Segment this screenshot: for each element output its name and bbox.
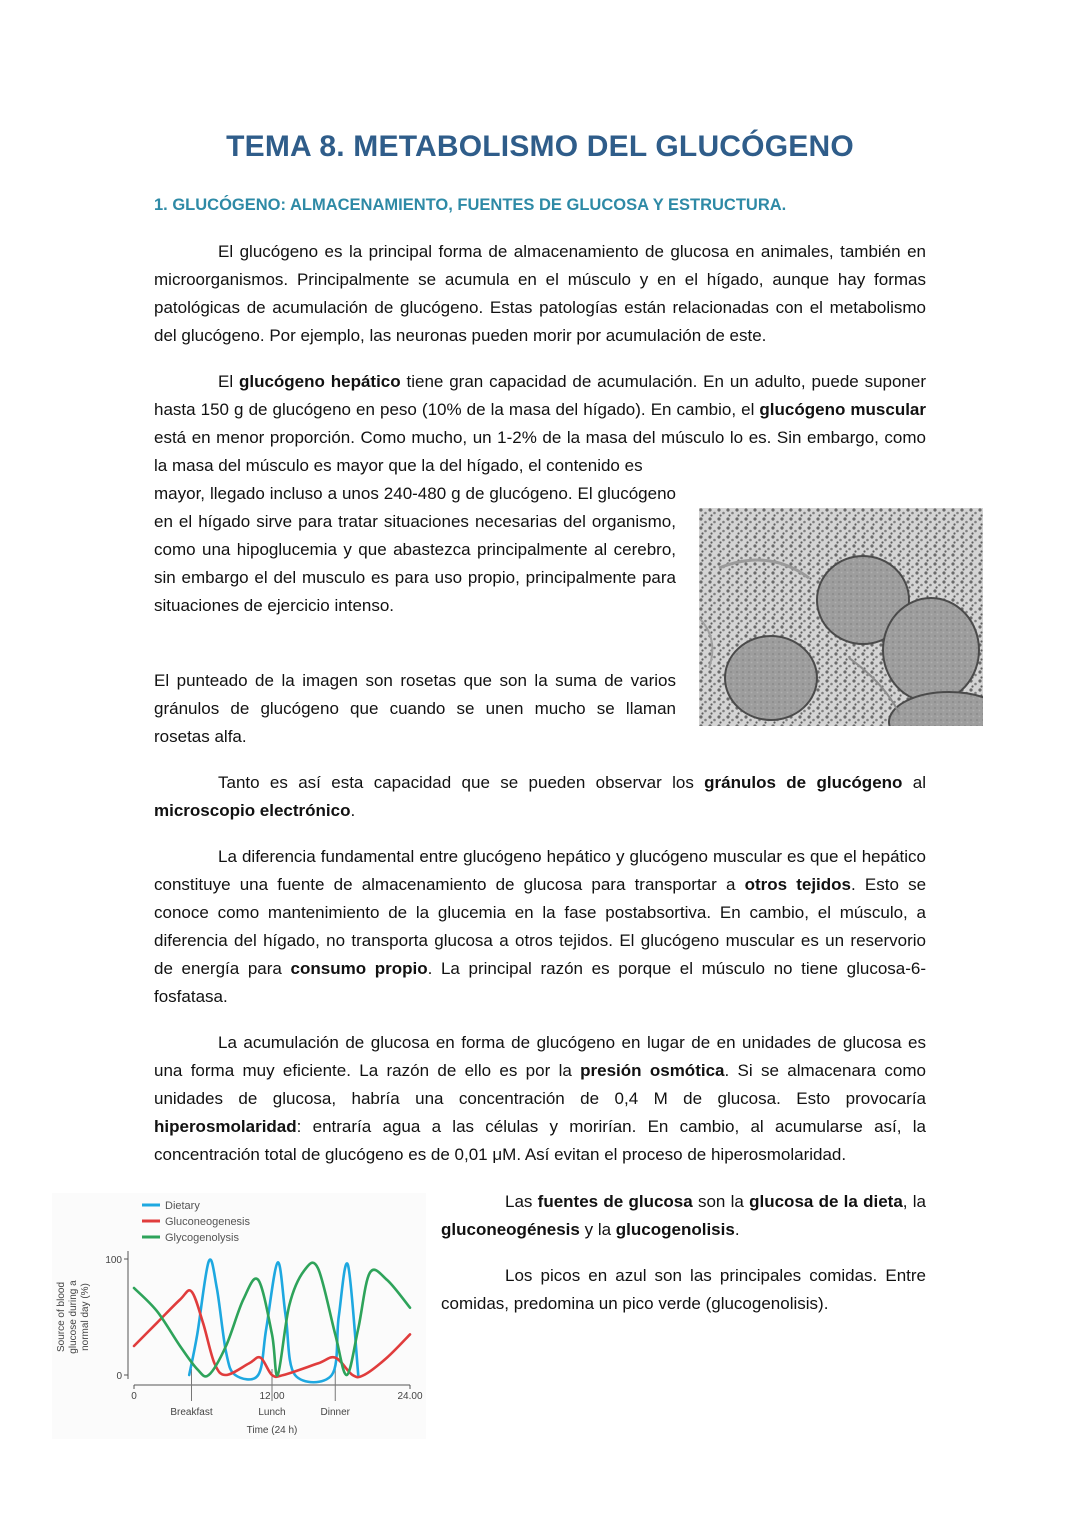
- series-line-glycogenolysis: [134, 1263, 410, 1377]
- y-axis-label: glucose during a: [68, 1280, 79, 1354]
- x-tick-label: 12.00: [259, 1391, 285, 1402]
- page-title: TEMA 8. METABOLISMO DEL GLUCÓGENO: [226, 130, 854, 163]
- paragraph-5: La diferencia fundamental entre glucógeno hepático y glucógeno muscular es que el hepático constituye una fuente de almacenamiento de glucosa para transportar a otros tejidos. Esto se conoce como mantenimiento de la glucemia en la fase postabsortiva. En cambio, el músculo, a diferencia del hígado, no transporta glucosa a otros tejidos. El glucógeno muscular es un reservorio de energía para consumo propio. La principal razón es porque el músculo no tiene glucosa-6-fosfatasa.: [154, 847, 927, 1006]
- legend-label-glycogenolysis: Glycogenolysis: [165, 1232, 239, 1244]
- x-axis-label: Time (24 h): [246, 1425, 298, 1436]
- y-axis-label: Source of blood: [56, 1281, 67, 1353]
- y-axis-label: normal day (%): [80, 1283, 91, 1351]
- x-tick-label: 24.00: [397, 1391, 423, 1402]
- blood-glucose-sources-chart: [52, 1193, 426, 1439]
- paragraph-1: El glucógeno es la principal forma de almacenamiento de glucosa en animales, también en microorganismos. Principalmente se acumula en el músculo y en el hígado, aunque hay formas patológicas de acumulación de glucógeno. Estas patologías están relacionadas con el metabolismo del glucógeno. Por ejemplo, las neuronas pueden morir por acumulación de este.: [154, 242, 926, 345]
- x-tick-label: 0: [131, 1391, 137, 1402]
- paragraph-6: La acumulación de glucosa en forma de glucógeno en lugar de en unidades de glucosa es una forma muy eficiente. La razón de ello es por la presión osmótica. Si se almacenara como unidades de glucosa, habría una concentración de 0,4 M de glucosa. Esto provocaría hiperosmolaridad: entraría agua a las células y morirían. En cambio, al acumularse así, la concentración total de glucógeno es de 0,01 μM. Así evitan el proceso de hiperosmolaridad.: [154, 1033, 926, 1164]
- paragraph-7: Las fuentes de glucosa son la glucosa de la dieta, la gluconeogénesis y la glucogenolisis.: [441, 1192, 927, 1239]
- paragraph-3: El punteado de la imagen son rosetas que son la suma de varios gránulos de glucógeno que cuando se unen mucho se llaman rosetas alfa.: [154, 671, 676, 746]
- meal-marker-label: Lunch: [258, 1407, 286, 1418]
- paragraph-4: Tanto es así esta capacidad que se pueden observar los gránulos de glucógeno al microscopio electrónico.: [154, 773, 926, 820]
- paragraph-2: El glucógeno hepático tiene gran capacidad de acumulación. En un adulto, puede suponer hasta 150 g de glucógeno en peso (10% de la masa del hígado). En cambio, el glucógeno muscular está en menor proporción. Como mucho, un 1-2% de la masa del músculo lo es. Sin embargo, como la masa del músculo es mayor que la del hígado, el contenido es: [154, 372, 927, 475]
- meal-marker-label: Dinner: [320, 1407, 350, 1418]
- meal-marker-label: Breakfast: [170, 1407, 213, 1418]
- paragraph-2-continued: mayor, llegado incluso a unos 240-480 g de glucógeno. El glucógeno en el hígado sirve para tratar situaciones necesarias del organismo, como una hipoglucemia y que abastezca principalmente al cerebro, sin embargo el del musculo es para uso propio, principalmente para situaciones de ejercicio intenso.: [154, 484, 676, 615]
- section-heading: 1. GLUCÓGENO: ALMACENAMIENTO, FUENTES DE GLUCOSA Y ESTRUCTURA.: [154, 196, 787, 214]
- legend-label-gluconeogenesis: Gluconeogenesis: [165, 1216, 251, 1228]
- y-tick-label: 0: [116, 1371, 122, 1382]
- paragraph-8: Los picos en azul son las principales comidas. Entre comidas, predomina un pico verde (glucogenolisis).: [441, 1266, 926, 1313]
- electron-micrograph-image: [699, 508, 983, 726]
- legend-label-dietary: Dietary: [165, 1200, 200, 1212]
- y-tick-label: 100: [105, 1255, 122, 1266]
